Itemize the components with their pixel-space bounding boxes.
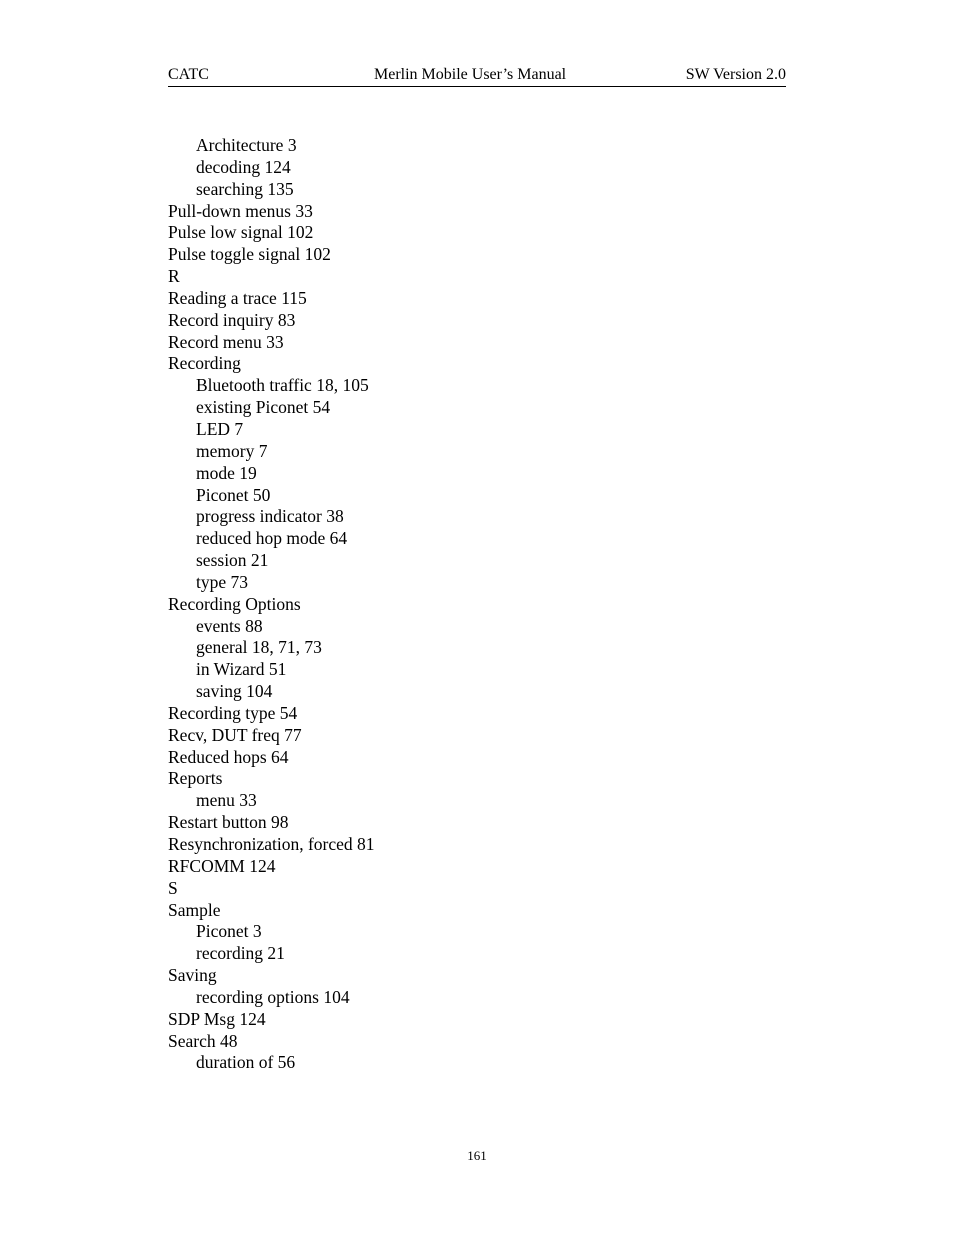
index-entry: SDP Msg 124 (168, 1008, 266, 1029)
index-subentry: searching 135 (196, 178, 294, 199)
index-subentry: mode 19 (196, 462, 257, 483)
index-entry: Reading a trace 115 (168, 287, 307, 308)
index-entry: Restart button 98 (168, 812, 289, 833)
index-subentry: existing Piconet 54 (196, 397, 331, 418)
index-entry: Record menu 33 (168, 331, 284, 352)
index-subentry: general 18, 71, 73 (196, 637, 322, 658)
index-subentry: recording options 104 (196, 986, 350, 1007)
index-subentry: type 73 (196, 571, 249, 592)
index-entry: Reports (168, 768, 223, 789)
index-entry: RFCOMM 124 (168, 855, 276, 876)
index-entry: Recording (168, 353, 241, 374)
header-manual-title: Merlin Mobile User’s Manual (374, 66, 567, 83)
index-subentry: in Wizard 51 (196, 659, 287, 680)
index-subentry: events 88 (196, 615, 263, 636)
index-subentry: recording 21 (196, 943, 285, 964)
header-version: SW Version 2.0 (685, 66, 786, 83)
index-subentry: Piconet 3 (196, 921, 262, 942)
index-entry: Pulse low signal 102 (168, 222, 314, 243)
index-subentry: memory 7 (196, 440, 268, 461)
index-entry: Resynchronization, forced 81 (168, 834, 375, 854)
header-company: CATC (168, 66, 209, 83)
index-entry: Sample (168, 899, 221, 920)
index-entry: Reduced hops 64 (168, 746, 289, 767)
index-subentry: reduced hop mode 64 (196, 528, 348, 549)
index-entry: Recording Options (168, 593, 301, 614)
index-entry: S (168, 877, 178, 898)
index-entry: Pulse toggle signal 102 (168, 244, 331, 265)
index-subentry: decoding 124 (196, 156, 291, 177)
index-subentry: LED 7 (196, 418, 244, 439)
index-subentry: Bluetooth traffic 18, 105 (196, 375, 369, 396)
index-subentry: Piconet 50 (196, 484, 271, 505)
index-list (168, 135, 375, 1074)
index-entry: Pull-down menus 33 (168, 200, 313, 221)
index-subentry: saving 104 (196, 681, 273, 702)
index-subentry: Architecture 3 (196, 135, 297, 155)
page-number: 161 (467, 1148, 487, 1163)
page-header (168, 64, 786, 87)
index-subentry: duration of 56 (196, 1052, 296, 1073)
index-entry: Recv, DUT freq 77 (168, 724, 302, 745)
index-entry: Recording type 54 (168, 702, 298, 723)
index-entry: Search 48 (168, 1030, 238, 1051)
index-entry: Saving (168, 965, 217, 986)
index-subentry: menu 33 (196, 790, 257, 811)
index-subentry: progress indicator 38 (196, 506, 344, 527)
index-entry: R (168, 266, 180, 287)
index-entry: Record inquiry 83 (168, 309, 296, 330)
index-subentry: session 21 (196, 550, 269, 571)
